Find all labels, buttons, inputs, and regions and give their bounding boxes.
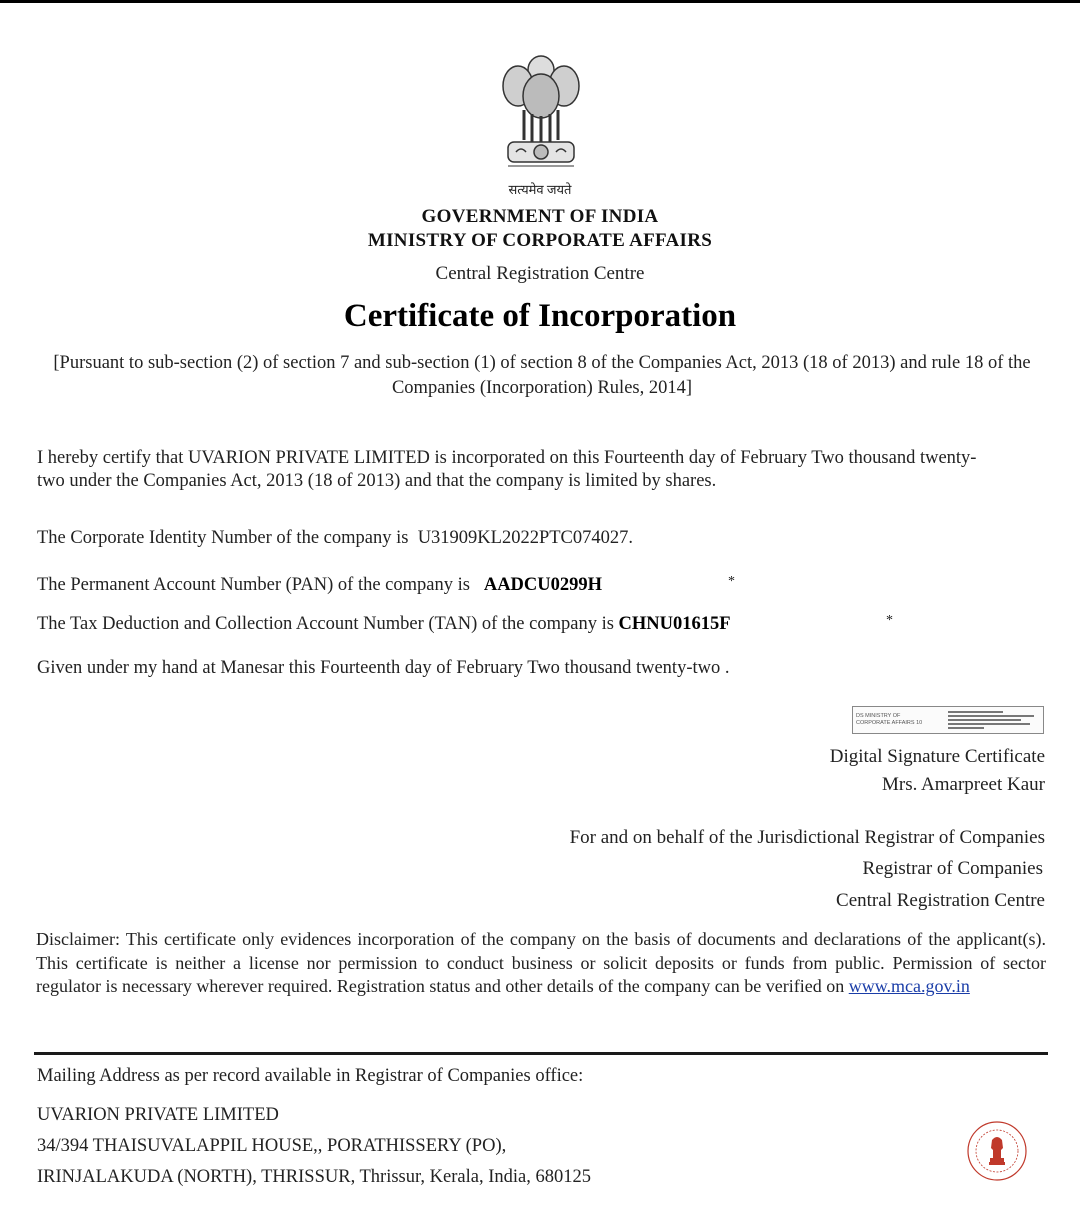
section-divider — [34, 1052, 1048, 1055]
signer-name: Mrs. Amarpreet Kaur — [881, 774, 1045, 795]
pan-line — [37, 575, 602, 596]
stamp-details — [948, 711, 1043, 729]
ministry-seal-icon — [966, 1120, 1028, 1182]
mailing-address-line-1: 34/394 THAISUVALAPPIL HOUSE,, PORATHISSERY (PO), — [37, 1136, 507, 1156]
pan-asterisk: * — [728, 574, 735, 589]
page-title: Certificate of Incorporation — [343, 298, 737, 334]
mca-website-link[interactable]: www.mca.gov.in — [848, 976, 970, 996]
government-heading: GOVERNMENT OF INDIA — [421, 206, 659, 227]
tan-label: The Tax Deduction and Collection Account Number (TAN) of the company is — [37, 614, 614, 634]
given-statement: Given under my hand at Manesar this Fourteenth day of February Two thousand twenty-two . — [37, 658, 730, 678]
pan-label: The Permanent Account Number (PAN) of the company is — [37, 575, 470, 595]
pan-value: AADCU0299H — [483, 575, 603, 595]
on-behalf-text: For and on behalf of the Jurisdictional Registrar of Companies — [569, 827, 1045, 848]
digital-signature-stamp — [852, 706, 1044, 734]
signature-certificate-label: Digital Signature Certificate — [829, 746, 1045, 767]
ministry-heading: MINISTRY OF CORPORATE AFFAIRS — [367, 230, 713, 251]
national-emblem-icon — [496, 48, 586, 178]
disclaimer-text: Disclaimer: This certificate only evidences incorporation of the company on the basis of documents and declarations of the applicant(s). This certificate is neither a license nor permission to conduct business or solicit deposits or funds from public. Permission of sector regulator is necessary wherever required. Registration status and other details of the company can be verified on — [36, 929, 1046, 996]
emblem-motto: सत्यमेव जयते — [508, 182, 572, 197]
mailing-company-name: UVARION PRIVATE LIMITED — [37, 1105, 279, 1125]
registrar-office: Central Registration Centre — [836, 890, 1045, 911]
cin-value: U31909KL2022PTC074027. — [417, 528, 634, 548]
mailing-address-heading: Mailing Address as per record available in Registrar of Companies office: — [37, 1066, 584, 1086]
tan-value: CHNU01615F — [618, 614, 731, 634]
cin-label: The Corporate Identity Number of the company is — [37, 528, 409, 548]
cin-line — [37, 528, 633, 549]
stamp-line-2: CORPORATE AFFAIRS 10 — [856, 720, 923, 726]
registration-centre: Central Registration Centre — [435, 263, 645, 284]
tan-line — [37, 614, 731, 635]
top-border — [0, 0, 1080, 3]
pursuant-note: [Pursuant to sub-section (2) of section 7 and sub-section (1) of section 8 of the Companies Act, 2013 (18 of 2013) and rule 18 of the Companies (Incorporation) Rules, 2014] — [53, 353, 1031, 398]
registrar-designation: Registrar of Companies — [862, 858, 1043, 879]
mailing-address-line-2: IRINJALAKUDA (NORTH), THRISSUR, Thrissur, Kerala, India, 680125 — [37, 1167, 591, 1187]
disclaimer — [36, 928, 1046, 999]
stamp-line-1: DS MINISTRY OF — [856, 713, 901, 719]
tan-asterisk: * — [886, 613, 893, 628]
certification-statement: I hereby certify that UVARION PRIVATE LIMITED is incorporated on this Fourteenth day of February Two thousand twenty-two under the Companies Act, 2013 (18 of 2013) and that the company is limited by shares. — [37, 448, 977, 491]
